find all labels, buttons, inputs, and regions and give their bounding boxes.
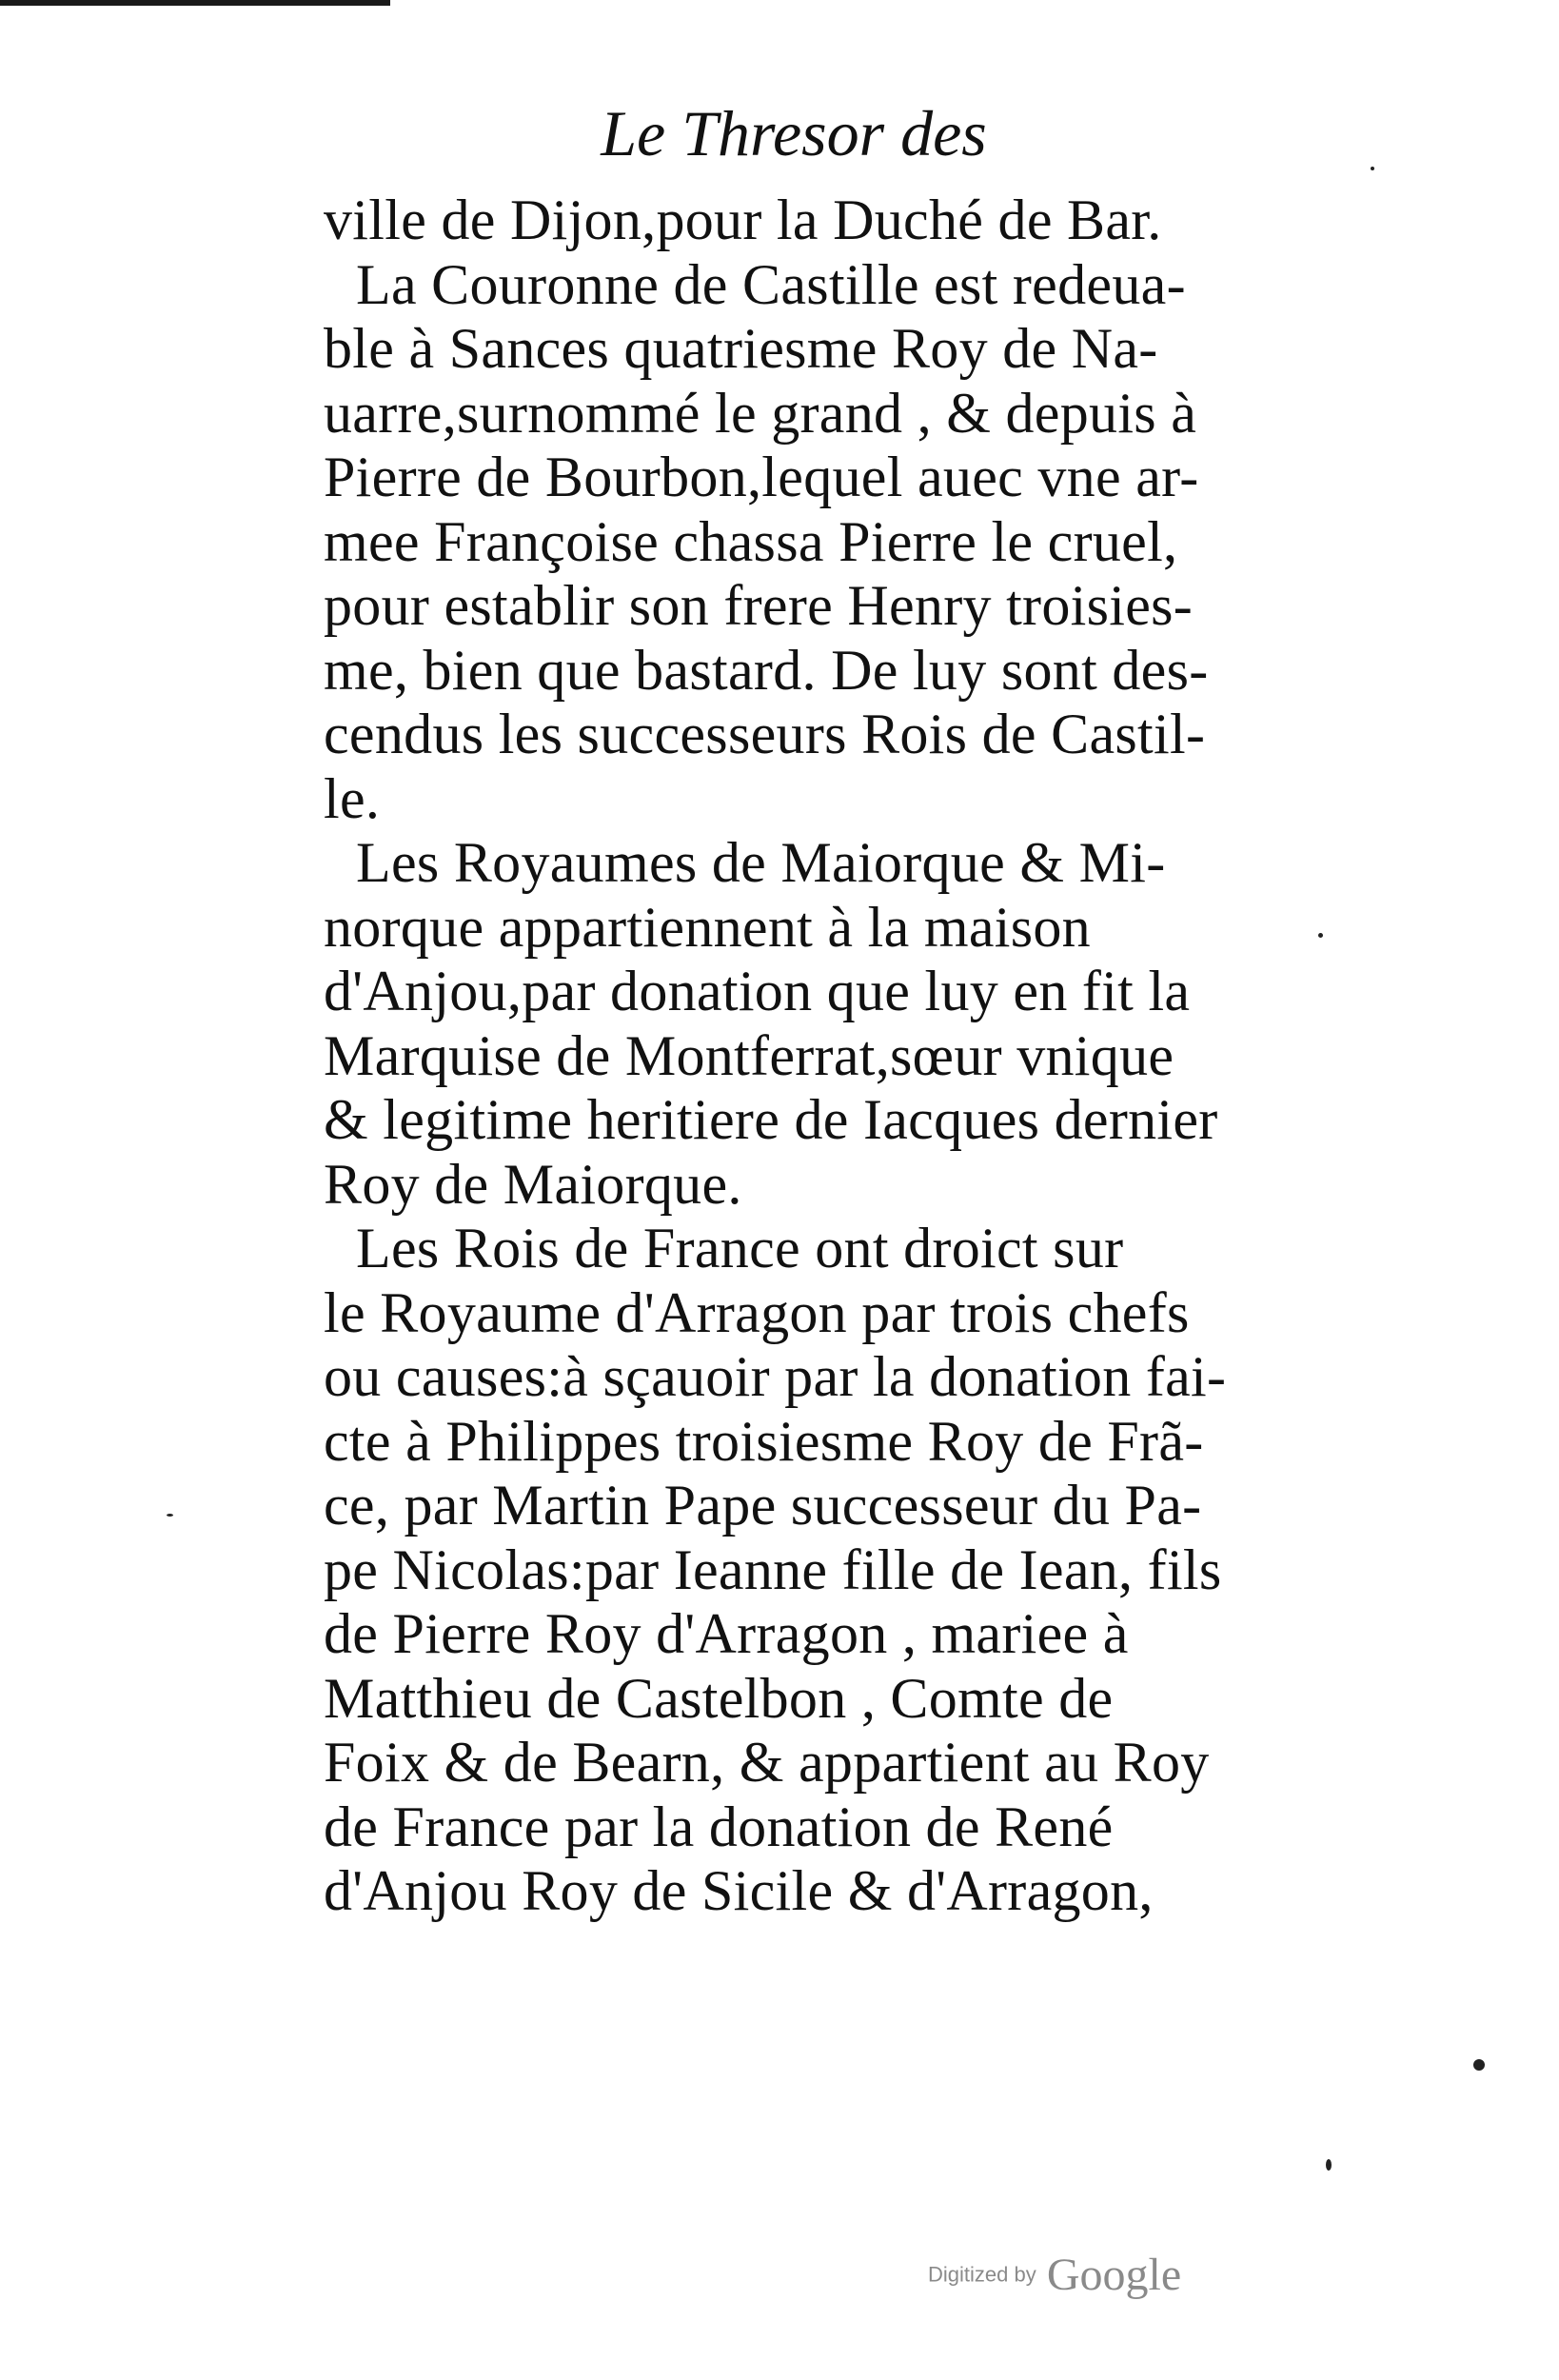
scan-speck (1318, 933, 1323, 938)
text-line: norque appartiennent à la maison (324, 895, 1091, 959)
watermark-brand: Google (1046, 2250, 1182, 2300)
watermark-prefix: Digitized by (928, 2262, 1036, 2287)
text-line: ble à Sances quatriesme Roy de Na- (324, 317, 1158, 380)
scan-speck (167, 1514, 173, 1517)
body-text (324, 188, 1352, 1924)
text-line: Roy de Maiorque. (324, 1152, 742, 1216)
text-line: de France par la donation de René (324, 1795, 1114, 1858)
text-line: me, bien que bastard. De luy sont des- (324, 638, 1209, 702)
text-line: Matthieu de Castelbon , Comte de (324, 1666, 1114, 1730)
page-top-edge-rule (0, 0, 390, 6)
text-line: Les Rois de France ont droict sur (356, 1217, 1124, 1279)
running-head: Le Thresor des (601, 97, 987, 169)
text-line: cendus les successeurs Rois de Castil- (324, 703, 1206, 765)
text-line: ville de Dijon,pour la Duché de Bar. (324, 188, 1162, 251)
text-line: pour establir son frere Henry troisies- (324, 574, 1194, 637)
text-line: & legitime heritiere de Iacques dernier (324, 1088, 1218, 1151)
text-line: mee Françoise chassa Pierre le cruel, (324, 509, 1178, 573)
text-line: uarre,surnommé le grand , & depuis à (324, 381, 1197, 445)
scan-speck (1473, 2059, 1485, 2071)
digitization-watermark (928, 2249, 1181, 2301)
text-line: La Couronne de Castille est redeua- (356, 252, 1186, 316)
text-line: ou causes:à sçauoir par la donation fai- (324, 1345, 1227, 1408)
scan-speck (1371, 167, 1374, 170)
text-line: cte à Philippes troisiesme Roy de Frã- (324, 1409, 1204, 1473)
text-line: le. (324, 766, 381, 830)
text-line: de Pierre Roy d'Arragon , mariee à (324, 1602, 1129, 1665)
text-line: ce, par Martin Pape successeur du Pa- (324, 1474, 1202, 1537)
text-line: Foix & de Bearn, & appartient au Roy (324, 1731, 1210, 1794)
text-line: Les Royaumes de Maiorque & Mi- (356, 831, 1166, 894)
text-line: Pierre de Bourbon,lequel auec vne ar- (324, 446, 1199, 508)
scan-speck (1326, 2159, 1332, 2171)
text-line: d'Anjou Roy de Sicile & d'Arragon, (324, 1859, 1154, 1922)
text-line: d'Anjou,par donation que luy en fit la (324, 960, 1191, 1022)
text-line: Marquise de Montferrat,sœur vnique (324, 1023, 1174, 1087)
text-line: le Royaume d'Arragon par trois chefs (324, 1280, 1190, 1344)
text-line: pe Nicolas:par Ieanne fille de Iean, fils (324, 1537, 1222, 1601)
